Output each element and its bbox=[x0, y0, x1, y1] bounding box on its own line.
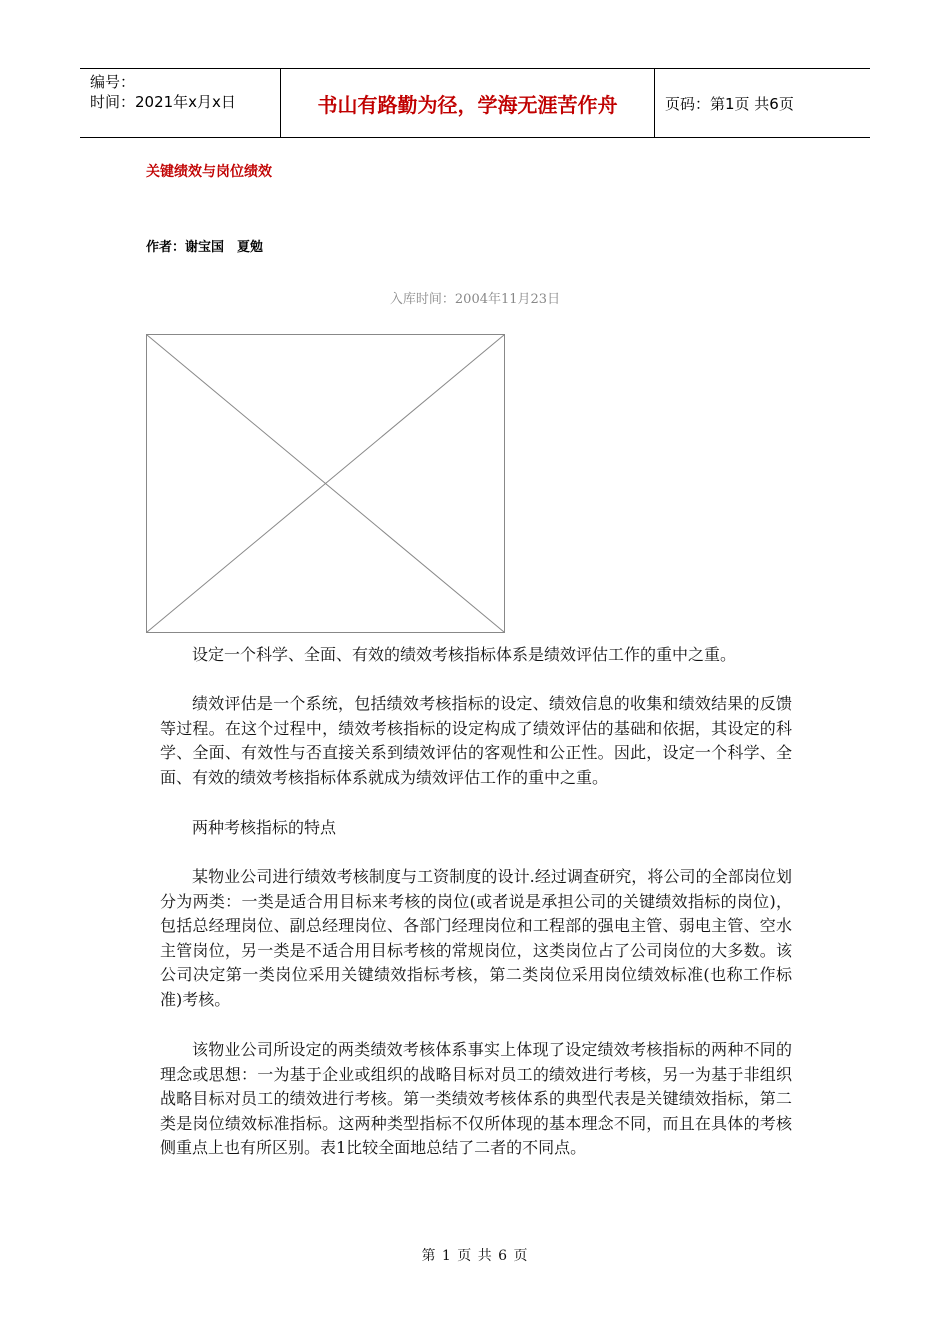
document-time-label: 时间：2021年x月x日 bbox=[90, 93, 236, 111]
document-header bbox=[80, 68, 870, 138]
section-heading bbox=[160, 816, 792, 841]
header-motto: 书山有路勤为径，学海无涯苦作舟 bbox=[317, 92, 618, 117]
document-number-label: 编号： bbox=[90, 73, 136, 91]
article-paragraph bbox=[160, 643, 792, 668]
article-paragraph bbox=[160, 865, 792, 1012]
paragraph-3: 某物业公司进行绩效考核制度与工资制度的设计.经过调查研究，将公司的全部岗位划分为两类：一类是适合用目标来考核的岗位(或者说是承担公司的关键绩效指标的岗位)，包括总经理岗位、副总经理岗位、各部门经理岗位和工程部的强电主管、弱电主管、空水主管岗位，另一类是不适合用目标考核的常规岗位，这类岗位占了公司岗位的大多数。该公司决定第一类岗位采用关键绩效指标考核，第二类岗位采用岗位绩效标准(也称工作标准)考核。 bbox=[160, 867, 792, 1009]
page-footer: 第 1 页 共 6 页 bbox=[421, 1248, 529, 1264]
article-author: 作者：谢宝国 夏勉 bbox=[146, 240, 264, 255]
image-placeholder bbox=[146, 334, 505, 633]
paragraph-4: 该物业公司所设定的两类绩效考核体系事实上体现了设定绩效考核指标的两种不同的理念或思想：一为基于企业或组织的战略目标对员工的绩效进行考核，另一为基于非组织战略目标对员工的绩效进行考核。第一类绩效考核体系的典型代表是关键绩效指标，第二类是岗位绩效标准指标。这两种类型指标不仅所体现的基本理念不同，而且在具体的考核侧重点上也有所区别。表1比较全面地总结了二者的不同点。 bbox=[160, 1040, 792, 1157]
section-heading-text: 两种考核指标的特点 bbox=[192, 818, 337, 837]
header-page-cell bbox=[655, 69, 870, 137]
paragraph-2: 绩效评估是一个系统，包括绩效考核指标的设定、绩效信息的收集和绩效结果的反馈等过程。在这个过程中，绩效考核指标的设定构成了绩效评估的基础和依据，其设定的科学、全面、有效性与否直接关系到绩效评估的客观性和公正性。因此，设定一个科学、全面、有效的绩效考核指标体系就成为绩效评估工作的重中之重。 bbox=[160, 694, 792, 787]
article-paragraph bbox=[160, 1038, 792, 1161]
article-paragraph bbox=[160, 692, 792, 790]
article-date: 入库时间：2004年11月23日 bbox=[389, 292, 561, 307]
header-left-cell bbox=[80, 69, 281, 137]
paragraph-1: 设定一个科学、全面、有效的绩效考核指标体系是绩效评估工作的重中之重。 bbox=[192, 645, 737, 664]
broken-image-icon bbox=[147, 335, 504, 632]
article-title: 关键绩效与岗位绩效 bbox=[146, 164, 272, 180]
header-page-info: 页码：第1页 共6页 bbox=[665, 94, 794, 113]
header-motto-cell bbox=[281, 69, 655, 137]
